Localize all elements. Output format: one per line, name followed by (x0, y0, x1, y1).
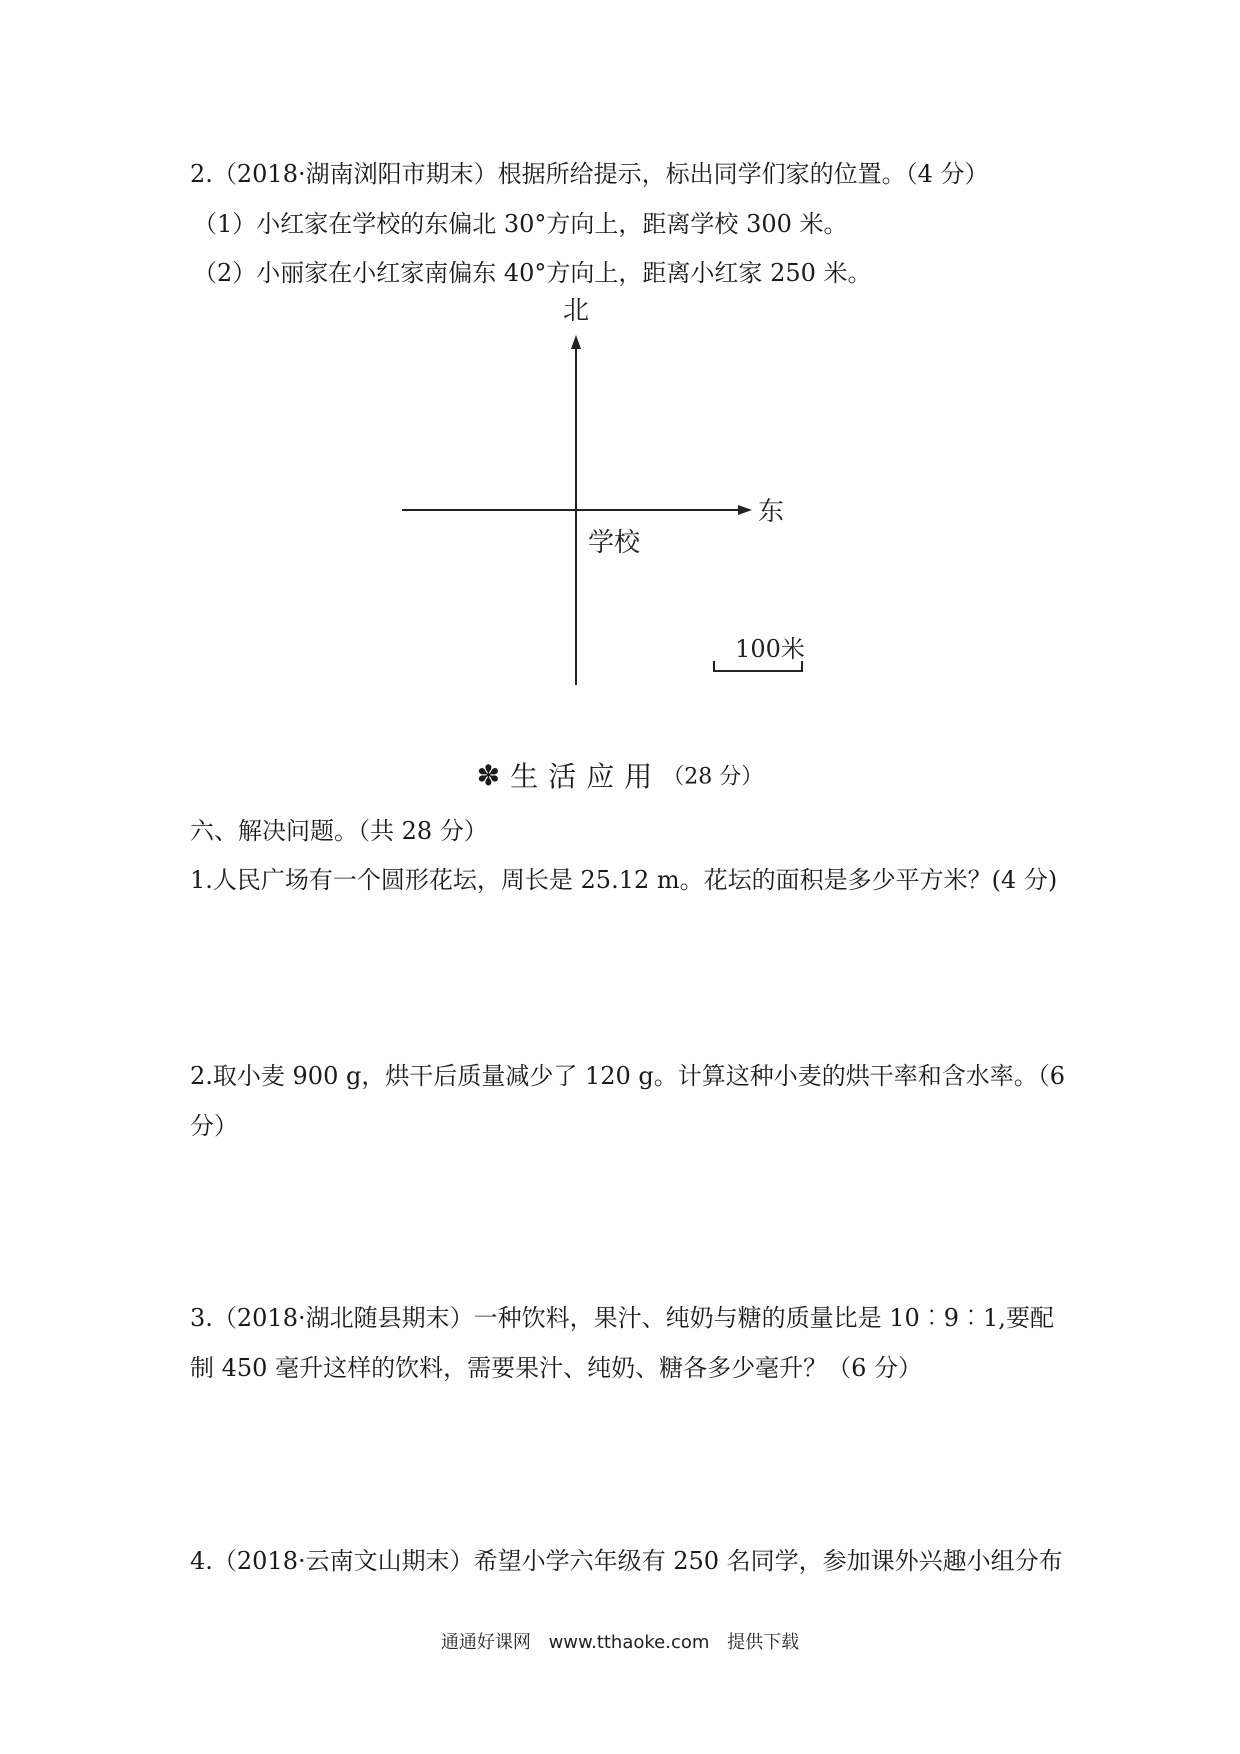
section-score: （28 分） (662, 764, 764, 790)
question-3-line-1: 3.（2018·湖北随县期末）一种饮料，果汁、纯奶与糖的质量比是 10︰9︰1,要配 (190, 1304, 1054, 1332)
school-label: 学校 (588, 528, 641, 558)
question-4-line-1: 4.（2018·云南文山期末）希望小学六年级有 250 名同学，参加课外兴趣小组分布 (190, 1547, 1063, 1575)
question-1: 1.人民广场有一个圆形花坛，周长是 25.12 m。花坛的面积是多少平方米？(4 分) (190, 866, 1058, 894)
footer-site-name: 通通好课网 (440, 1632, 531, 1653)
section-heading (0, 755, 1240, 795)
part-6-heading: 六、解决问题。（共 28 分） (190, 817, 488, 845)
flower-icon: ✽ (476, 758, 501, 792)
question-2-line-1: 2.取小麦 900 g，烘干后质量减少了 120 g。计算这种小麦的烘干率和含水率。（6 (190, 1062, 1066, 1090)
north-arrowhead (571, 335, 581, 349)
question-3-line-2: 制 450 毫升这样的饮料，需要果汁、纯奶、糖各多少毫升？（6 分） (190, 1354, 922, 1382)
north-label: 北 (562, 296, 590, 326)
east-arrowhead (738, 505, 752, 515)
east-label: 东 (758, 497, 785, 527)
direction-diagram (390, 295, 810, 695)
section-title: 生活应用 (510, 760, 663, 793)
question-2-line-2: 分） (190, 1112, 238, 1140)
scale-label: 100米 (735, 635, 805, 663)
question-2-item-1: （1）小红家在学校的东偏北 30°方向上，距离学校 300 米。 (193, 210, 848, 238)
footer-url[interactable]: www.tthaoke.com (548, 1632, 710, 1653)
question-2-title: 2.（2018·湖南浏阳市期末）根据所给提示，标出同学们家的位置。（4 分） (190, 160, 989, 188)
question-2-item-2: （2）小丽家在小红家南偏东 40°方向上，距离小红家 250 米。 (193, 259, 872, 287)
footer-note: 提供下载 (727, 1632, 800, 1653)
footer (0, 1628, 1240, 1654)
